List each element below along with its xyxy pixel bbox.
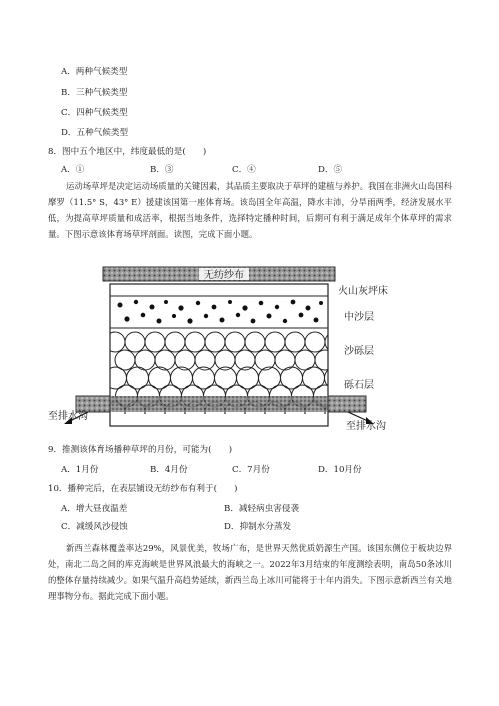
- q9-stem: 9．推测该体育场播种草坪的月份，可能为( ): [48, 445, 233, 455]
- q10-option-d: D．抑制水分蒸发: [224, 522, 292, 532]
- q10-option-a: A．增大昼夜温差: [61, 504, 128, 514]
- q10-stem: 10．播种完后，在表层铺设无纺纱布有利于( ): [48, 484, 238, 494]
- q7-option-c: C．四种气候类型: [61, 108, 128, 118]
- drain-pipe-right: [328, 396, 366, 412]
- label-volcanic-ash: 火山灰坪床: [338, 286, 388, 297]
- turf-profile-diagram: [48, 264, 452, 434]
- q8-stem: 8．图中五个地区中，纬度最低的是( ): [48, 147, 207, 157]
- q7-option-b: B．三种气候类型: [61, 88, 128, 98]
- q9-option-d: D．10月份: [318, 465, 362, 475]
- q10-option-b: B．减轻病虫害侵袭: [224, 504, 300, 514]
- drain-band: [110, 396, 328, 412]
- drain-label-left: 至排水沟: [48, 411, 88, 422]
- passage-new-zealand: 新西兰森林覆盖率达29%，风景优美，牧场广布，是世界天然优质奶源生产国。该国东侧位于板块边界处，南北二岛之间的库克海峡是世界风浪最大的海峡之一。2022年3月结束的年度测绘表明，南岛50条冰川的整体存量持续减少。如果气温升高趋势延续，新西兰岛上冰川可能将于十年内消失。下图示意新西兰有关地理事物分布。据此完成下面小题。: [48, 543, 452, 601]
- q7-option-a: A．两种气候类型: [61, 67, 128, 77]
- q8-option-a: A．①: [61, 165, 85, 175]
- q9-option-a: A．1月份: [61, 465, 99, 475]
- drain-pipe-left: [76, 396, 110, 412]
- q9-option-b: B．4月份: [150, 465, 188, 475]
- drain-label-right: 至排水沟: [346, 421, 386, 432]
- q8-option-b: B．③: [150, 165, 174, 175]
- label-sand-gravel: 沙砾层: [344, 346, 374, 357]
- passage-stadium-turf: 运动场草坪是决定运动场质量的关键因素，其品质主要取决于草坪的建植与养护。我国在非洲火山岛国科摩罗（11.5° S，43° E）援建该国第一座体育场。该岛国全年高温，降水丰沛，分旱雨两季，经济发展水平低，为提高草坪质量和成活率，根据当地条件，选择特定播种时间，后期可有利于满足成年个体草坪的需求量。下图示意该体育场草坪剖面。读图，完成下面小题。: [48, 181, 452, 239]
- q9-option-c: C．7月份: [232, 465, 270, 475]
- q10-option-c: C．减缓风沙侵蚀: [61, 522, 128, 532]
- nonwoven-cloth-label: 无纺纱布: [204, 270, 244, 281]
- label-medium-sand: 中沙层: [344, 312, 374, 323]
- q8-option-c: C．④: [232, 165, 256, 175]
- q7-option-d: D．五种气候类型: [61, 128, 129, 138]
- q8-option-d: D．⑤: [318, 165, 343, 175]
- label-gravel: 砾石层: [344, 380, 374, 391]
